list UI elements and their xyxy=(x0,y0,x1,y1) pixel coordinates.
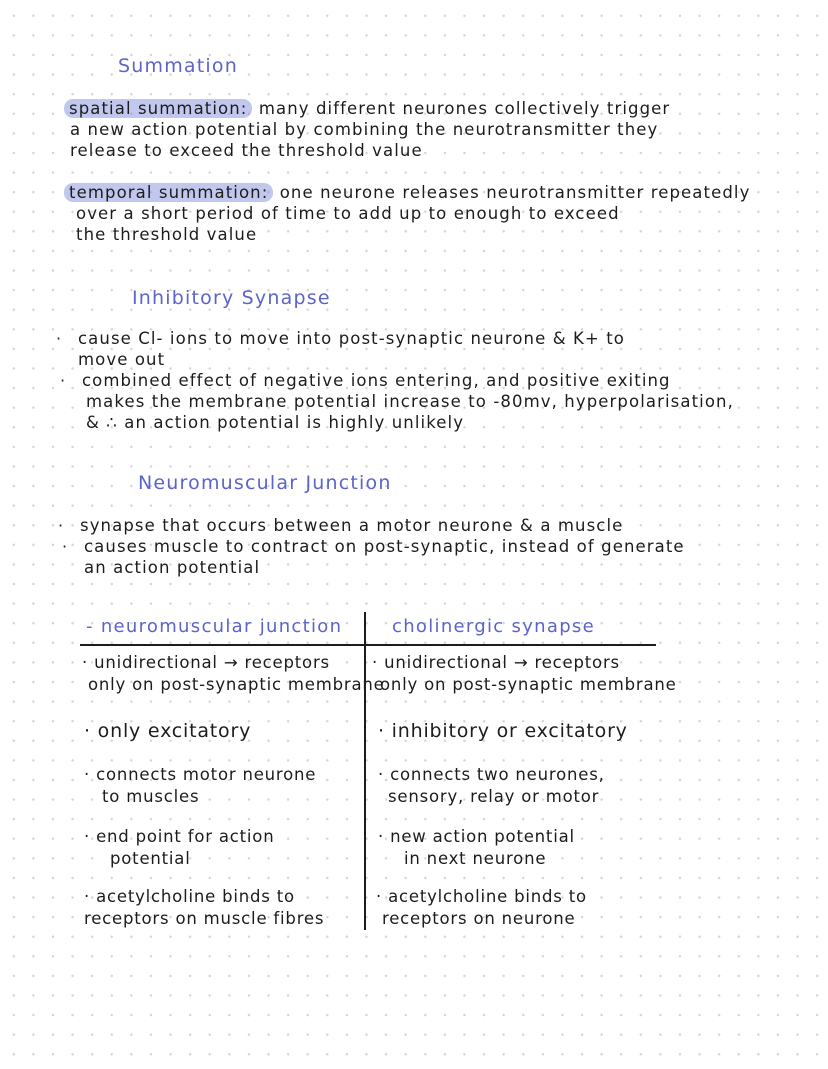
inhibitory-synapse-heading: Inhibitory Synapse xyxy=(132,287,331,309)
note-text: over a short period of time to add up to enough to exceed xyxy=(76,204,620,223)
bullet-dot: · xyxy=(58,516,65,535)
bullet-dot: · xyxy=(62,537,69,556)
cell-text: · only excitatory xyxy=(84,720,252,742)
table-cell-left xyxy=(84,886,324,930)
table-cell-right xyxy=(378,764,605,808)
note-text: one neurone releases neurotransmitter repeatedly xyxy=(279,183,751,202)
note-text: many different neurones collectively trigger xyxy=(258,99,671,118)
cell-text: · connects motor neurone xyxy=(84,765,317,784)
cell-text: sensory, relay or motor xyxy=(388,787,600,806)
cell-text: · unidirectional → receptors xyxy=(372,653,620,672)
bullet-dot: · xyxy=(60,371,67,390)
cell-text: · unidirectional → receptors xyxy=(82,653,330,672)
note-text: move out xyxy=(78,350,166,369)
inhibitory-bullet xyxy=(60,370,734,433)
note-text: makes the membrane potential increase to -80mv, hyperpolarisation, xyxy=(86,392,734,411)
cell-text: only on post-synaptic membrane xyxy=(380,675,677,694)
cell-text: in next neurone xyxy=(404,849,547,868)
cell-text: · acetylcholine binds to xyxy=(376,887,587,906)
bullet-dot: · xyxy=(56,329,63,348)
summation-heading: Summation xyxy=(118,55,238,77)
cell-text: · end point for action xyxy=(84,827,275,846)
table-cell-right xyxy=(376,886,587,930)
table-cell-right xyxy=(372,652,677,696)
neuromuscular-bullet xyxy=(62,536,685,578)
table-header-neuromuscular: - neuromuscular junction xyxy=(86,616,343,637)
cell-text: receptors on muscle fibres xyxy=(84,909,325,928)
cell-text: · acetylcholine binds to xyxy=(84,887,295,906)
spatial-summation-term: spatial summation: xyxy=(64,99,252,118)
spatial-summation-note xyxy=(64,98,670,161)
neuromuscular-junction-heading: Neuromuscular Junction xyxy=(138,472,392,494)
note-text: combined effect of negative ions entering, and positive exiting xyxy=(82,371,671,390)
table-header-cholinergic: cholinergic synapse xyxy=(392,616,595,637)
table-cell-left xyxy=(82,652,385,696)
table-cell-right xyxy=(378,720,628,742)
cell-text: · connects two neurones, xyxy=(378,765,605,784)
cell-text: to muscles xyxy=(102,787,200,806)
cell-text: receptors on neurone xyxy=(382,909,576,928)
note-text: cause Cl- ions to move into post-synaptic neurone & K+ to xyxy=(78,329,625,348)
note-text: synapse that occurs between a motor neurone & a muscle xyxy=(80,516,624,535)
note-text: release to exceed the threshold value xyxy=(70,141,423,160)
temporal-summation-term: temporal summation: xyxy=(64,183,273,202)
inhibitory-bullet xyxy=(56,328,625,370)
note-text: an action potential xyxy=(84,558,261,577)
note-text: a new action potential by combining the neurotransmitter they xyxy=(70,120,659,139)
table-cell-right xyxy=(378,826,575,870)
cell-text: only on post-synaptic membrane xyxy=(88,675,385,694)
table-cell-left xyxy=(84,764,316,808)
temporal-summation-note xyxy=(64,182,750,245)
note-text: the threshold value xyxy=(76,225,258,244)
cell-text: · new action potential xyxy=(378,827,575,846)
note-text: & ∴ an action potential is highly unlikely xyxy=(86,413,465,432)
table-cell-left xyxy=(84,720,251,742)
cell-text: · inhibitory or excitatory xyxy=(378,720,628,742)
comparison-table xyxy=(80,612,677,930)
table-cell-left xyxy=(84,826,274,870)
neuromuscular-bullet xyxy=(58,515,624,536)
table-divider-horizontal xyxy=(80,644,656,646)
cell-text: potential xyxy=(110,849,191,868)
note-text: causes muscle to contract on post-synaptic, instead of generate xyxy=(84,537,685,556)
